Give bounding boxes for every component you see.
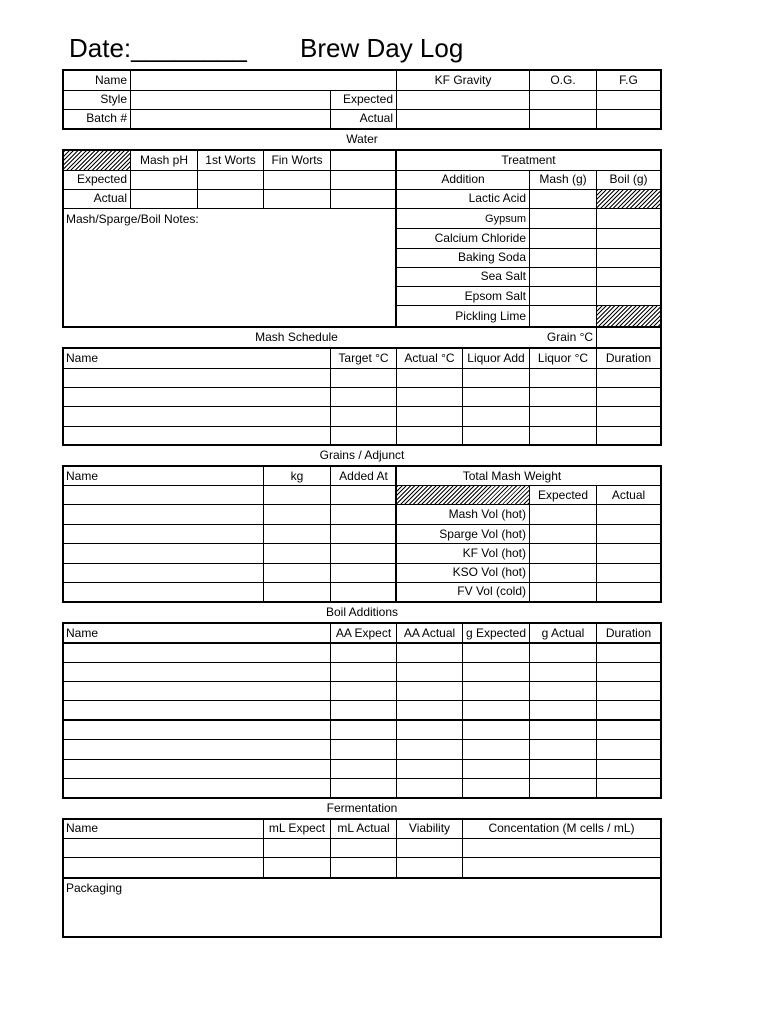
recipe-style-label: Style <box>100 92 127 106</box>
salt-calcium-chloride: Calcium Chloride <box>434 231 526 245</box>
packaging-label: Packaging <box>66 881 123 895</box>
date-label: Date:________ <box>69 33 247 63</box>
boil-col-aa-expect: AA Expect <box>335 626 392 640</box>
recipe-actual-label: Actual <box>359 111 393 125</box>
fv-vol-label: FV Vol (cold) <box>457 584 526 598</box>
ferm-col-concentration: Concentation (M cells / mL) <box>488 821 635 835</box>
hatched-cell <box>397 486 529 504</box>
mash-col-liquor-temp: Liquor °C <box>537 351 589 365</box>
treatment-header: Treatment <box>501 153 556 167</box>
mash-vol-label: Mash Vol (hot) <box>448 507 526 521</box>
salt-pickling-lime: Pickling Lime <box>455 309 526 323</box>
kf-gravity-header: KF Gravity <box>434 73 492 87</box>
mash-schedule-title: Mash Schedule <box>255 330 338 344</box>
boil-col-g-actual: g Actual <box>541 626 585 640</box>
grains-col-added-at: Added At <box>339 469 388 483</box>
ferm-col-name: Name <box>66 821 99 835</box>
hatched-cell <box>597 306 660 326</box>
kso-vol-label: KSO Vol (hot) <box>452 565 526 579</box>
boil-col-g-expected: g Expected <box>465 626 527 640</box>
mash-col-liquor-add: Liquor Add <box>467 351 525 365</box>
fg-header: F.G <box>619 73 638 87</box>
mash-notes-label: Mash/Sparge/Boil Notes: <box>66 212 199 226</box>
boil-section-title: Boil Additions <box>325 605 399 619</box>
mash-col-name: Name <box>66 351 99 365</box>
recipe-name-label: Name <box>94 73 127 87</box>
kf-vol-label: KF Vol (hot) <box>462 546 526 560</box>
ferm-col-ml-actual: mL Actual <box>337 821 390 835</box>
water-actual-label: Actual <box>93 191 127 205</box>
hatched-cell <box>64 151 130 170</box>
mash-col-duration: Duration <box>605 351 652 365</box>
water-expected-label: Expected <box>76 172 127 186</box>
ferm-col-viability: Viability <box>408 821 451 835</box>
grains-section-title: Grains / Adjunct <box>319 448 405 462</box>
grains-col-name: Name <box>66 469 99 483</box>
addition-header: Addition <box>441 172 485 186</box>
fin-worts-header: Fin Worts <box>271 153 323 167</box>
first-worts-header: 1st Worts <box>205 153 256 167</box>
page-title: Brew Day Log <box>300 33 464 63</box>
volume-expected-header: Expected <box>537 488 589 502</box>
salt-epsom-salt: Epsom Salt <box>464 289 526 303</box>
mash-col-target: Target °C <box>338 351 389 365</box>
recipe-batch-label: Batch # <box>86 111 127 125</box>
fermentation-section-title: Fermentation <box>326 801 398 815</box>
salt-baking-soda: Baking Soda <box>457 250 526 264</box>
og-header: O.G. <box>550 73 576 87</box>
boil-col-name: Name <box>66 626 99 640</box>
boil-g-header: Boil (g) <box>609 172 648 186</box>
salt-lactic-acid: Lactic Acid <box>468 191 526 205</box>
ferm-col-ml-expect: mL Expect <box>268 821 326 835</box>
hatched-cell <box>597 190 660 208</box>
grain-temp-label: Grain °C <box>546 330 594 344</box>
boil-col-duration: Duration <box>605 626 652 640</box>
water-section-title: Water <box>346 132 378 146</box>
salt-sea-salt: Sea Salt <box>480 269 526 283</box>
recipe-expected-label: Expected <box>342 92 393 106</box>
mash-col-actual: Actual °C <box>404 351 455 365</box>
mash-ph-header: Mash pH <box>139 153 189 167</box>
boil-col-aa-actual: AA Actual <box>403 626 456 640</box>
mash-g-header: Mash (g) <box>539 172 587 186</box>
sparge-vol-label: Sparge Vol (hot) <box>439 527 526 541</box>
grains-col-kg: kg <box>290 469 304 483</box>
volume-actual-header: Actual <box>611 488 646 502</box>
salt-gypsum: Gypsum <box>485 213 526 225</box>
total-mash-weight-header: Total Mash Weight <box>462 469 562 483</box>
